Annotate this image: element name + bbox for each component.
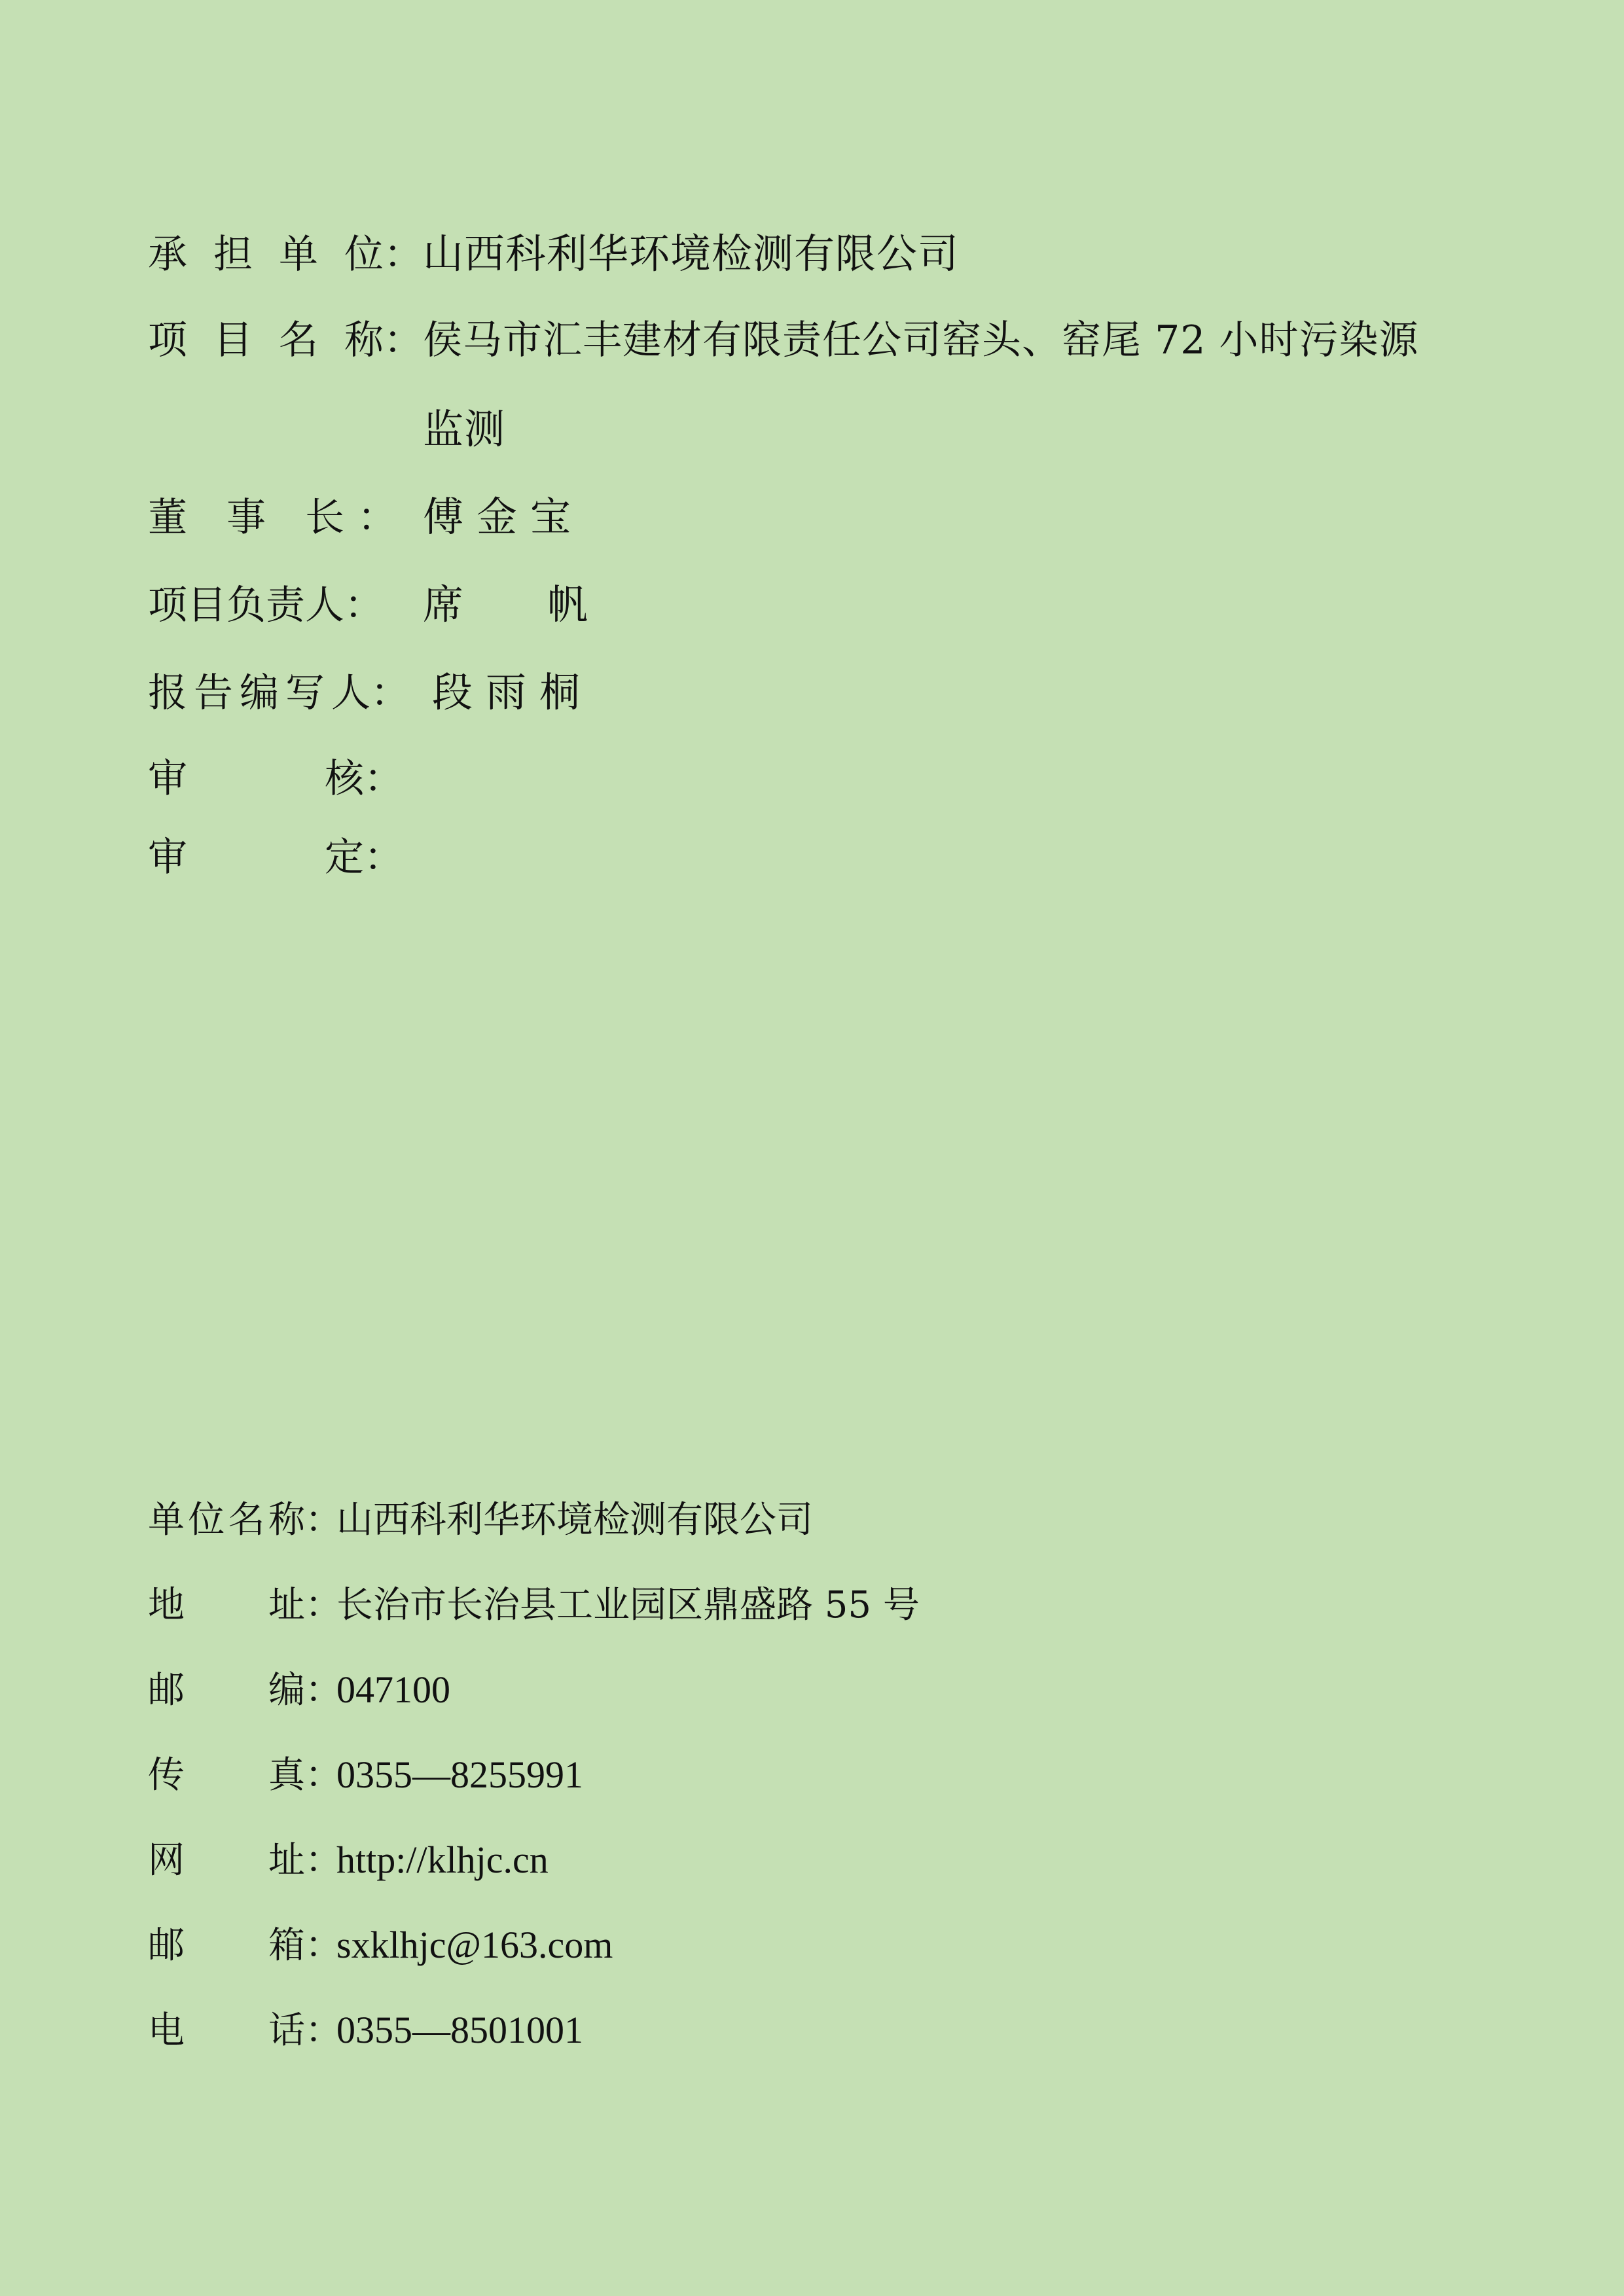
email-colon: ： [305, 1924, 342, 1967]
email-link[interactable]: sxklhjc@163.com [336, 1924, 613, 1966]
unit-name-colon: ： [305, 1499, 342, 1541]
manager-row [148, 572, 672, 630]
chairman-row [148, 484, 584, 543]
address-label: 地址 [148, 1584, 305, 1626]
project-colon: ： [384, 317, 423, 363]
reviewer-colon: ： [364, 756, 403, 802]
fax-row [148, 1746, 583, 1799]
undertaker-value: 山西科利华环境检测有限公司 [423, 230, 960, 278]
unit-name-value: 山西科利华环境检测有限公司 [336, 1499, 813, 1541]
postcode-label: 邮编 [148, 1669, 305, 1712]
phone-row [148, 2001, 583, 2054]
project-value-line2: 监测 [423, 405, 506, 453]
fax-colon: ： [305, 1754, 342, 1797]
reviewer-row [148, 747, 403, 804]
address-row [148, 1576, 920, 1628]
project-value: 侯马市汇丰建材有限责任公司窑头、窑尾 72 小时污染源 [423, 317, 1419, 363]
approver-row [148, 826, 403, 882]
writer-row [148, 660, 593, 718]
manager-colon: ： [344, 583, 384, 628]
manager-label: 项目负责人 [148, 583, 344, 628]
postcode-colon: ： [305, 1669, 342, 1712]
unit-name-label: 单位名称 [148, 1499, 305, 1541]
writer-colon: ： [370, 670, 410, 716]
approver-label: 审定 [148, 834, 364, 880]
phone-colon: ： [305, 2009, 342, 2052]
undertaker-label: 承担单位 [148, 232, 384, 278]
chairman-label: 董事长 [148, 495, 344, 541]
unit-name-row [148, 1491, 813, 1543]
website-link[interactable]: http://klhjc.cn [336, 1839, 549, 1881]
chairman-value: 傅金宝 [423, 493, 585, 541]
email-label: 邮箱 [148, 1924, 305, 1967]
writer-value: 段雨桐 [432, 668, 594, 716]
website-row [148, 1831, 549, 1884]
manager-value: 席帆 [423, 581, 672, 628]
postcode-value: 047100 [336, 1668, 450, 1711]
phone-label: 电话 [148, 2009, 305, 2052]
email-row [148, 1916, 613, 1969]
writer-label: 报告编写人 [148, 670, 370, 716]
postcode-row [148, 1661, 450, 1713]
project-row-continued [423, 397, 505, 455]
undertaker-colon: ： [384, 232, 423, 278]
project-row [148, 309, 1419, 365]
project-label: 项目名称 [148, 317, 384, 363]
website-colon: ： [305, 1839, 342, 1882]
approver-colon: ： [364, 834, 403, 880]
address-colon: ： [305, 1584, 342, 1626]
fax-value: 0355—8255991 [336, 1753, 583, 1796]
website-label: 网址 [148, 1839, 305, 1882]
undertaker-row [148, 221, 959, 279]
fax-label: 传真 [148, 1754, 305, 1797]
phone-value: 0355—8501001 [336, 2009, 583, 2051]
reviewer-label: 审核 [148, 756, 364, 802]
address-value: 长治市长治县工业园区鼎盛路 55 号 [336, 1584, 920, 1626]
chairman-colon: ： [357, 495, 397, 541]
